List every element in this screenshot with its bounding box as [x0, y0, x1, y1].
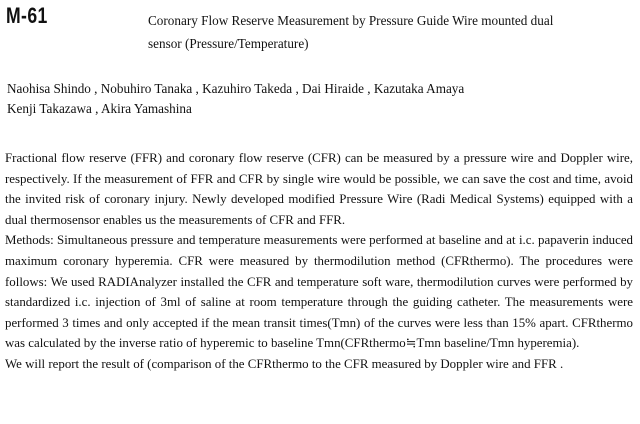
authors-line-1: Naohisa Shindo , Nobuhiro Tanaka , Kazuhiro Takeda , Dai Hiraide , Kazutaka Amaya [7, 81, 465, 96]
author-list [7, 79, 627, 119]
abstract-body [5, 148, 633, 375]
results-paragraph: We will report the result of (comparison of the CFRthermo to the CFR measured by Doppler wire and FFR . [5, 356, 564, 371]
title-line-2: sensor (Pressure/Temperature) [148, 36, 309, 51]
methods-paragraph: Methods: Simultaneous pressure and temperature measurements were performed at baseline and at i.c. papaverin induced maximum coronary hyperemia. CFR were measured by thermodilution method (CFRthermo). The procedures were follows: We used RADIAnalyzer installed the CFR and temperature soft ware, thermodilution curves were performed by standardized i.c. injection of 3ml of saline at room temperature through the guiding catheter. The measurements were performed 3 times and only accepted if the mean transit times(Tmn) of the curves were less than 15% apart. CFRthermo was calculated by the inverse ratio of hyperemic to baseline Tmn(CFRthermo≒Tmn baseline/Tmn hyperemia). [5, 233, 633, 351]
authors-line-2: Kenji Takazawa , Akira Yamashina [7, 101, 192, 116]
intro-paragraph: Fractional flow reserve (FFR) and coronary flow reserve (CFR) can be measured by a pressure wire and Doppler wire, respectively. If the measurement of FFR and CFR by single wire would be possible, we can save the cost and time, avoid the invited risk of coronary injury. Newly developed modified Pressure Wire (Radi Medical Systems) equipped with a dual thermosensor enables us the measurements of CFR and FFR. [5, 151, 633, 227]
title-line-1: Coronary Flow Reserve Measurement by Pressure Guide Wire mounted dual [148, 13, 554, 28]
abstract-id: M-61 [6, 3, 48, 28]
paper-title [148, 9, 618, 55]
